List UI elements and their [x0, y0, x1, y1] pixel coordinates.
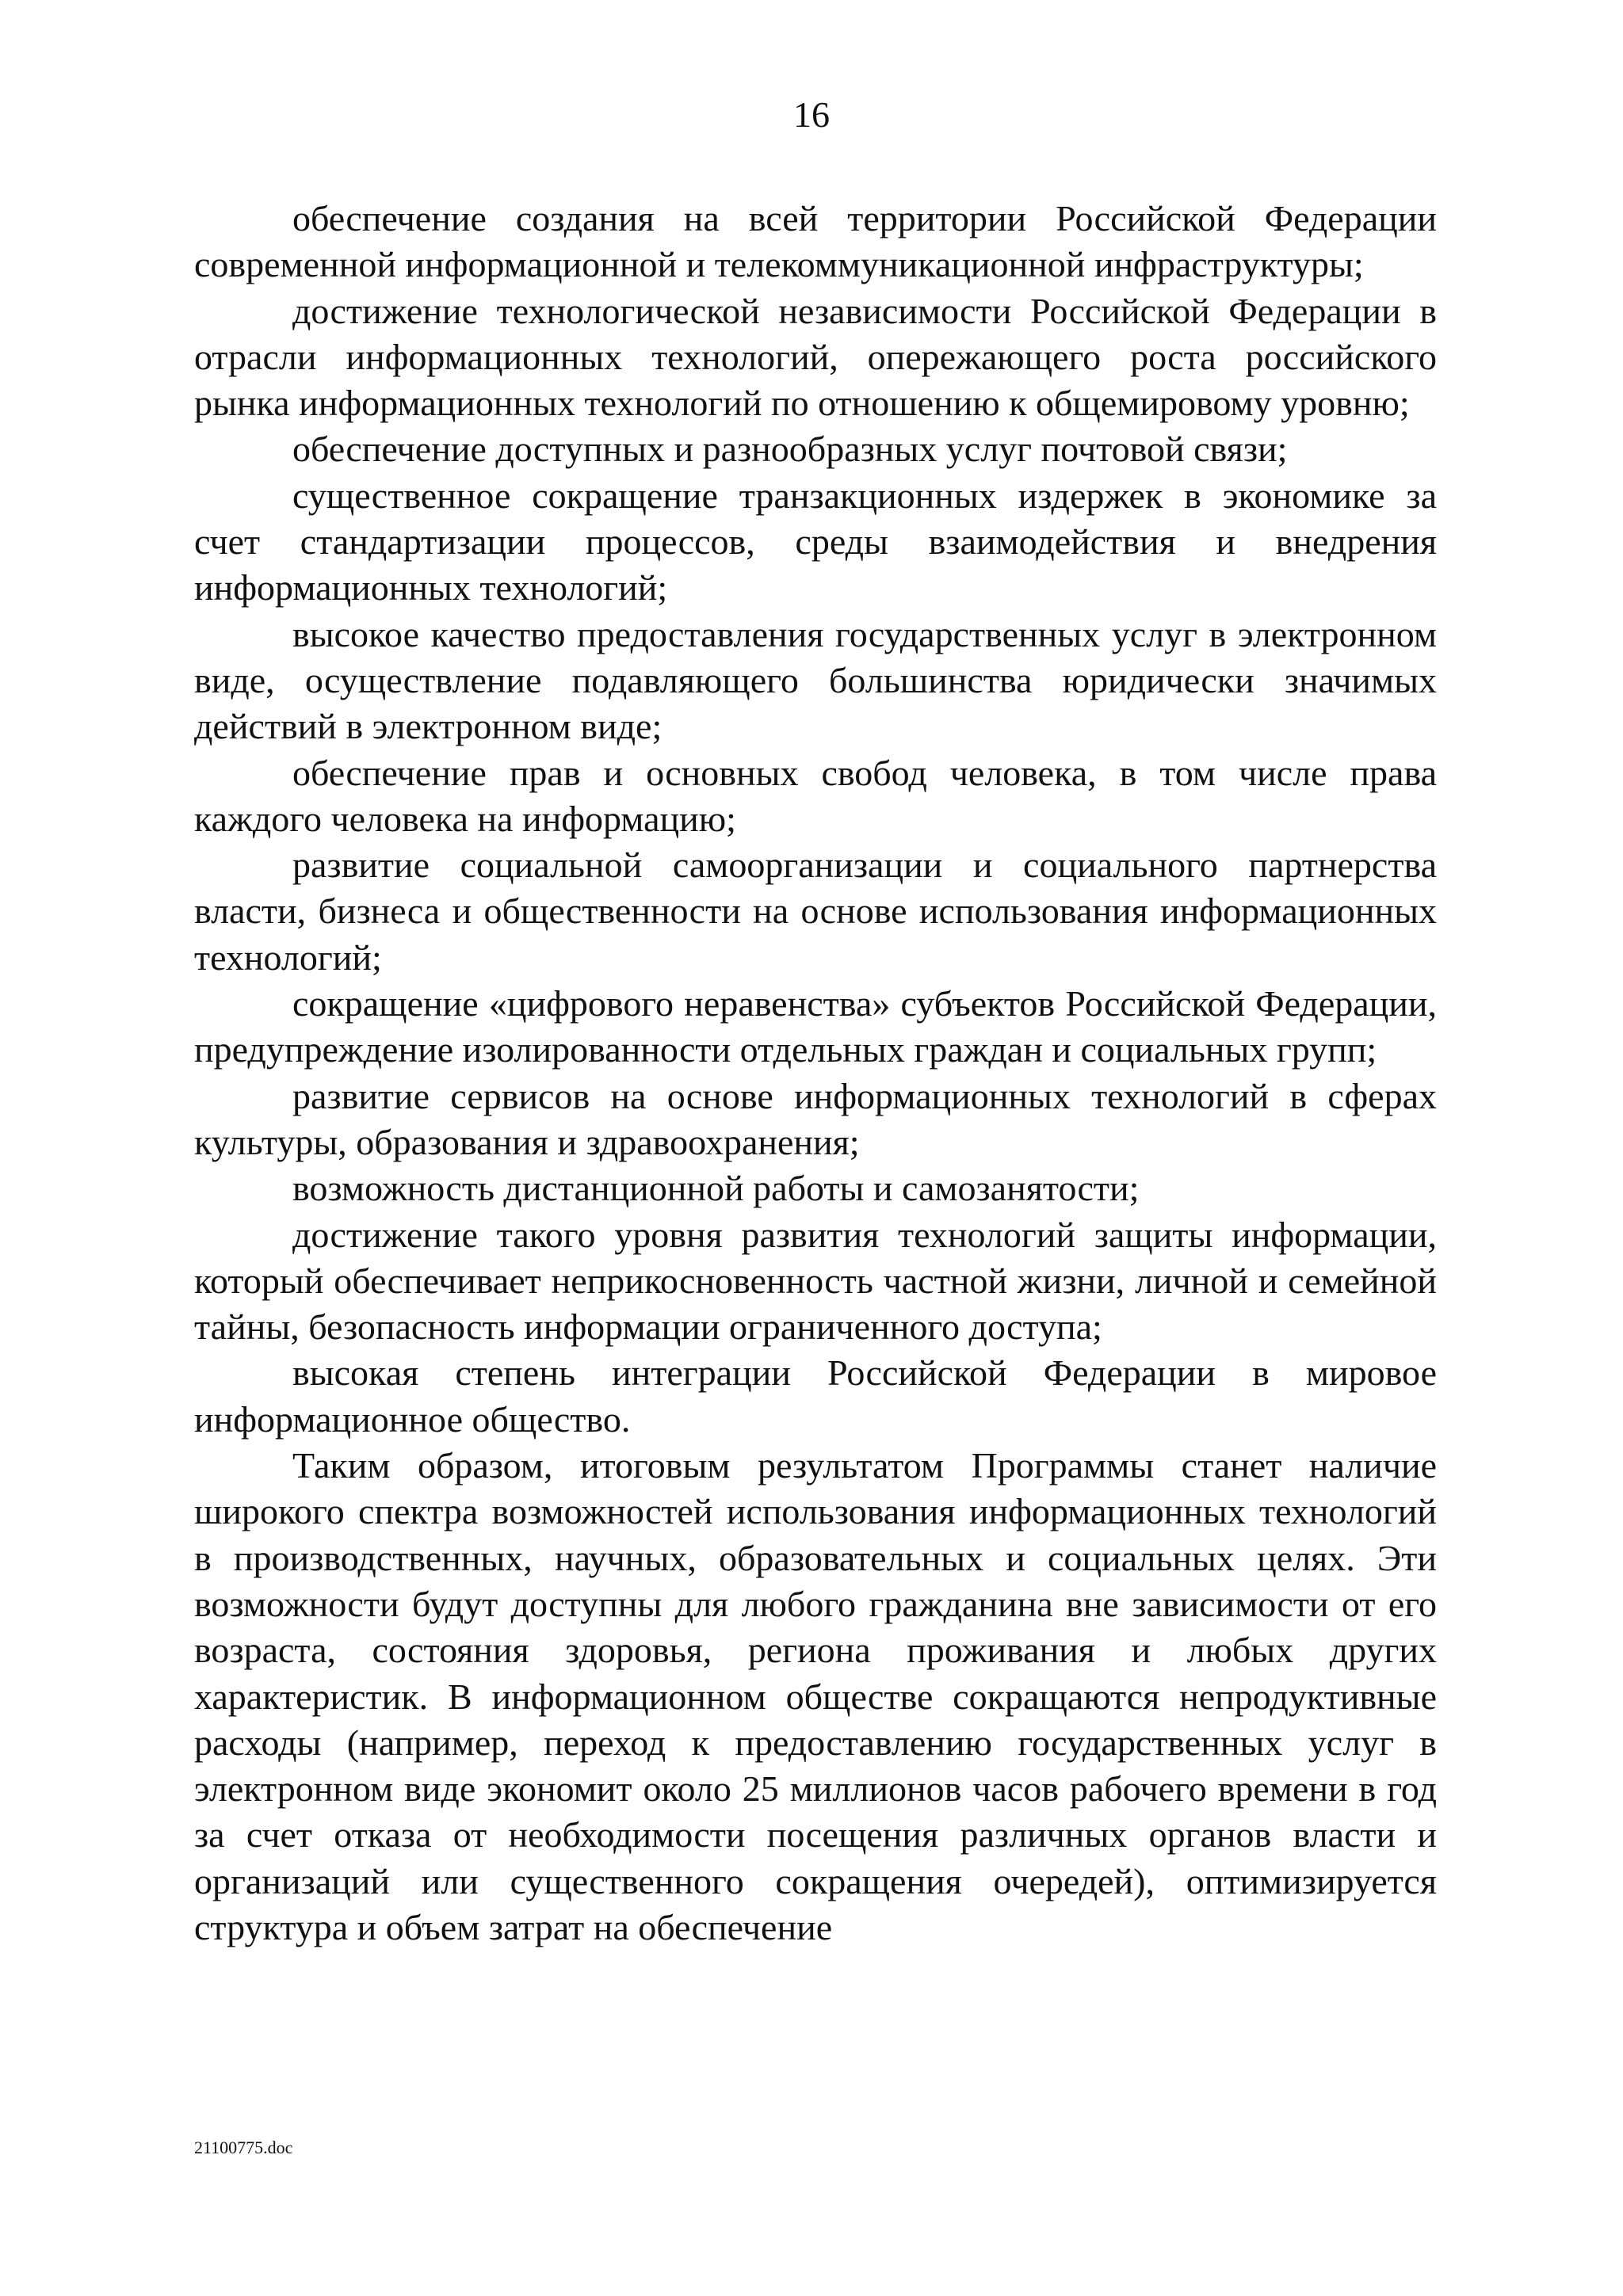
page-number: 16	[793, 94, 830, 135]
paragraph: высокое качество предоставления государственных услуг в электронном виде, осуществление подавляющего большинства юридически значимых действий в электронном виде;	[194, 613, 1437, 747]
paragraph: развитие сервисов на основе информационных технологий в сферах культуры, образования и здравоохранения;	[194, 1075, 1437, 1162]
paragraph: достижение технологической независимости Российской Федерации в отрасли информационных технологий, опережающего роста российского рынка информационных технологий по отношению к общемировому уровню;	[194, 290, 1437, 424]
body-text	[194, 196, 1437, 1951]
paragraph: высокая степень интеграции Российской Федерации в мировое информационное общество.	[194, 1352, 1437, 1440]
paragraph: Таким образом, итоговым результатом Программы станет наличие широкого спектра возможностей использования информационных технологий в производственных, научных, образовательных и социальных целях. Эти возможности будут доступны для любого гражданина вне зависимости от его возраста, состояния здоровья, региона проживания и любых других характеристик. В информационном обществе сокращаются непродуктивные расходы (например, переход к предоставлению государственных услуг в электронном виде экономит около 25 миллионов часов рабочего времени в год за счет отказа от необходимости посещения различных органов власти и организаций или существенного сокращения очередей), оптимизируется структура и объем затрат на обеспечение	[194, 1445, 1437, 1947]
paragraph: существенное сокращение транзакционных издержек в экономике за счет стандартизации процессов, среды взаимодействия и внедрения информационных технологий;	[194, 475, 1437, 608]
paragraph: достижение такого уровня развития технологий защиты информации, который обеспечивает неприкосновенность частной жизни, личной и семейной тайны, безопасность информации ограниченного доступа;	[194, 1214, 1437, 1348]
document-filename: 21100775.doc	[194, 2138, 293, 2157]
paragraph: обеспечение прав и основных свобод человека, в том числе права каждого человека на информацию;	[194, 752, 1437, 839]
paragraph: возможность дистанционной работы и самозанятости;	[292, 1168, 1140, 1209]
paragraph: обеспечение доступных и разнообразных услуг почтовой связи;	[292, 429, 1288, 470]
paragraph: обеспечение создания на всей территории Российской Федерации современной информационной и телекоммуникационной инфраструктуры;	[194, 198, 1437, 285]
paragraph: сокращение «цифрового неравенства» субъектов Российской Федерации, предупреждение изолированности отдельных граждан и социальных групп;	[194, 983, 1437, 1070]
paragraph: развитие социальной самоорганизации и социального партнерства власти, бизнеса и общественности на основе использования информационных технологий;	[194, 845, 1437, 978]
